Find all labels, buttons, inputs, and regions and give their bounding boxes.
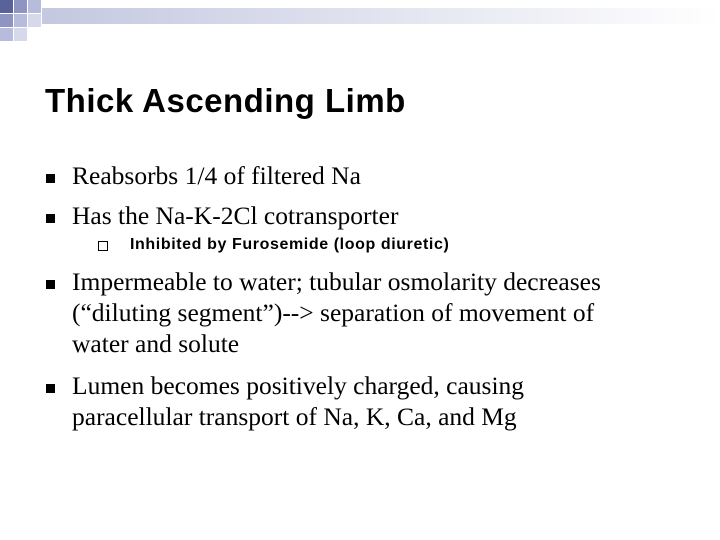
bullet-text: Lumen becomes positively charged, causing paracellular transport of Na, K, Ca, and Mg	[72, 371, 525, 431]
slide-title: Thick Ascending Limb	[45, 82, 406, 119]
sub-bullet-text: Inhibited by Furosemide (loop diuretic)	[130, 236, 450, 253]
bullet-square-icon	[46, 214, 55, 223]
bullet-square-icon	[46, 384, 55, 393]
bullet-text: Reabsorbs 1/4 of filtered Na	[72, 161, 361, 190]
header-decoration	[0, 0, 720, 48]
bullet-text: Impermeable to water; tubular osmolarity decreases (“diluting segment”)--> separation of movement of water and solute	[72, 267, 601, 358]
bullet-hollow-square-icon	[98, 241, 108, 251]
bullet-text: Has the Na-K-2Cl cotransporter	[72, 201, 399, 230]
bullet-square-icon	[46, 280, 55, 289]
bullet-square-icon	[46, 174, 55, 183]
